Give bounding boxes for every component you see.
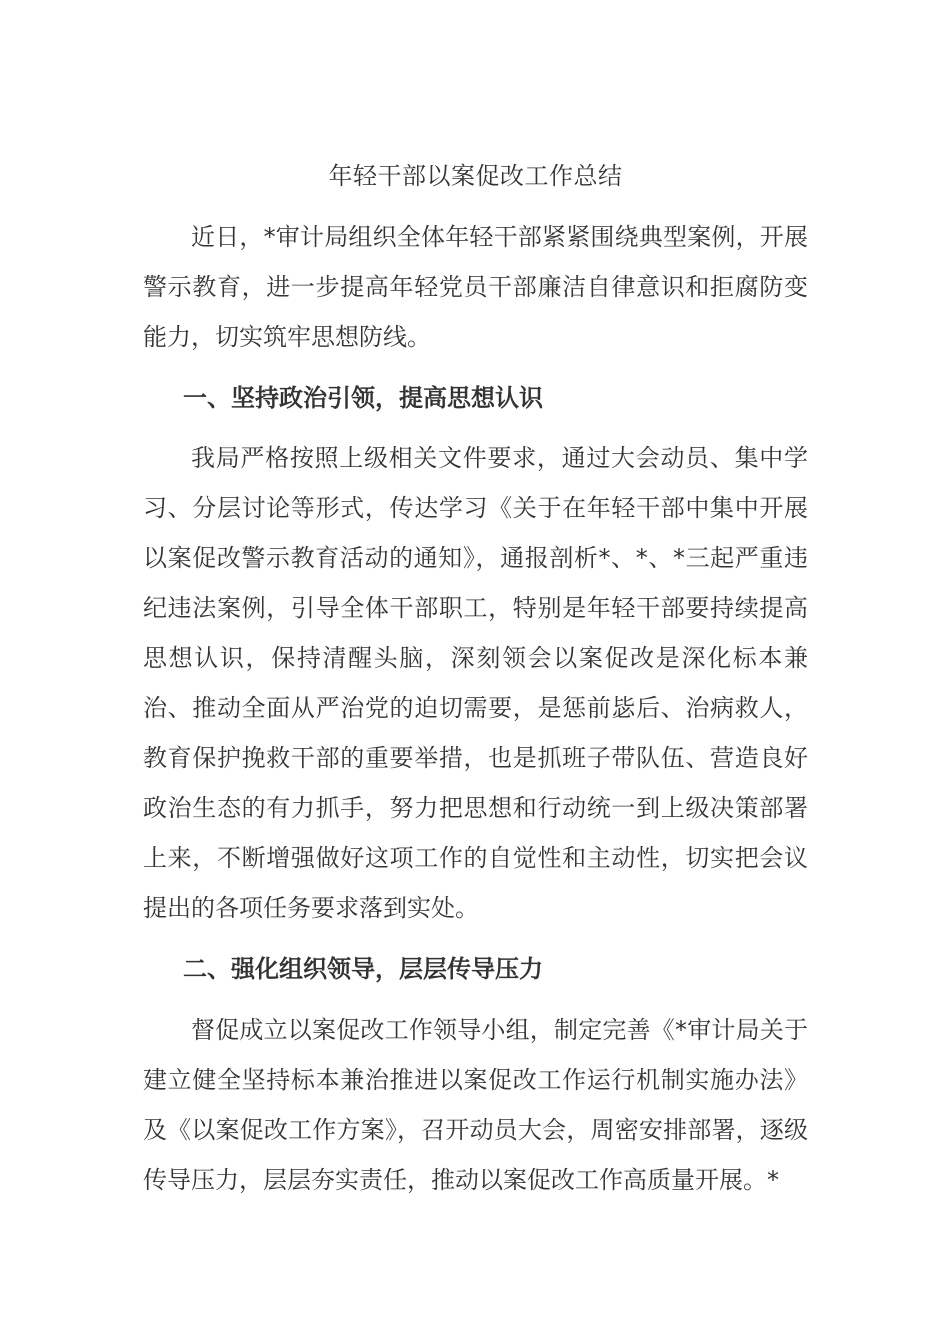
document-title: 年轻干部以案促改工作总结 bbox=[328, 162, 623, 190]
paragraph-section-2: 督促成立以案促改工作领导小组，制定完善《*审计局关于建立健全坚持标本兼治推进以案促改工作运行机制实施办法》及《以案促改工作方案》，召开动员大会，周密安排部署，逐级传导压力，层层夯实责任，推动以案促改工作高质量开展。* bbox=[143, 1016, 808, 1194]
section-heading-2: 二、强化组织领导，层层传导压力 bbox=[183, 955, 543, 983]
paragraph-intro: 近日，*审计局组织全体年轻干部紧紧围绕典型案例，开展警示教育，进一步提高年轻党员干部廉洁自律意识和拒腐防变能力，切实筑牢思想防线。 bbox=[143, 223, 808, 351]
section-heading-1: 一、坚持政治引领，提高思想认识 bbox=[183, 384, 543, 412]
paragraph-section-1: 我局严格按照上级相关文件要求，通过大会动员、集中学习、分层讨论等形式，传达学习《关于在年轻干部中集中开展以案促改警示教育活动的通知》，通报剖析*、*、*三起严重违纪违法案例，引导全体干部职工，特别是年轻干部要持续提高思想认识，保持清醒头脑，深刻领会以案促改是深化标本兼治、推动全面从严治党的迫切需要，是惩前毖后、治病救人，教育保护挽救干部的重要举措，也是抓班子带队伍、营造良好政治生态的有力抓手，努力把思想和行动统一到上级决策部署上来，不断增强做好这项工作的自觉性和主动性，切实把会议提出的各项任务要求落到实处。 bbox=[143, 444, 808, 922]
